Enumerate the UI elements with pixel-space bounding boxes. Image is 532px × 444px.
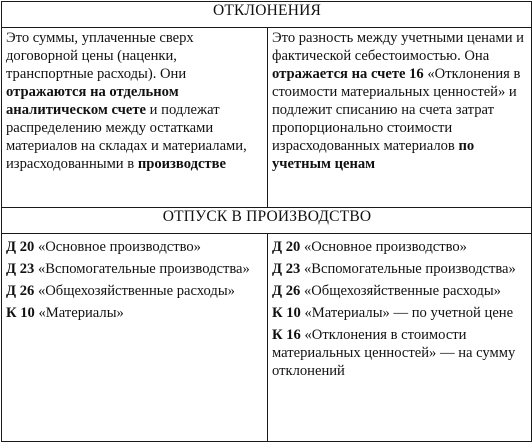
accounting-table <box>1 1 532 442</box>
journal-entry <box>6 282 264 300</box>
journal-entry <box>6 260 264 278</box>
account-name: «Вспомогательные производства» <box>300 261 516 277</box>
journal-entry <box>6 304 264 322</box>
account-code: К 10 <box>272 305 301 321</box>
journal-entry <box>272 260 528 278</box>
account-code: Д 26 <box>6 283 35 299</box>
account-code: Д 23 <box>6 261 35 277</box>
text-run: Это суммы, уплаченные сверх договорной цены (наценки, транспортные расходы). Они <box>6 30 194 82</box>
bold-run: производстве <box>137 156 226 172</box>
release-left-cell <box>2 234 268 442</box>
account-name: «Отклонения в стоимости материальных ценностей» — на сумму отклонений <box>272 327 516 379</box>
deviations-left-text <box>6 29 264 173</box>
bold-run: отражаются на отдельном аналитическом счете <box>6 84 179 118</box>
account-code: Д 20 <box>272 239 301 255</box>
bold-run: по учетным ценам <box>272 138 475 172</box>
journal-entry <box>272 326 528 380</box>
account-name: «Материалы» <box>34 305 124 321</box>
account-name: «Основное производство» <box>34 239 201 255</box>
deviations-left-cell <box>2 28 268 208</box>
release-right-cell <box>268 234 532 442</box>
account-code: Д 20 <box>6 239 35 255</box>
account-code: К 10 <box>6 305 35 321</box>
account-name: «Материалы» — по учетной цене <box>300 305 514 321</box>
journal-entry <box>272 238 528 256</box>
deviations-right-text <box>272 29 528 173</box>
account-name: «Основное производство» <box>300 239 467 255</box>
account-code: К 16 <box>272 327 301 343</box>
bold-run: отражается на счете 16 <box>272 66 424 82</box>
account-code: Д 23 <box>272 261 301 277</box>
account-code: Д 26 <box>272 283 301 299</box>
account-name: «Вспомогательные производства» <box>34 261 250 277</box>
account-name: «Общехозяйственные расходы» <box>300 283 501 299</box>
journal-entry <box>272 304 528 322</box>
journal-entry <box>6 238 264 256</box>
text-run: Это разность между учетными ценами и фактической себестоимостью. Она <box>272 30 524 64</box>
release-header: ОТПУСК В ПРОИЗВОДСТВО <box>2 208 532 234</box>
text-run: «Отклонения в стоимости материальных ценностей» и подлежит списанию на счета затрат пропорционально стоимости израсходованных материалов <box>272 66 521 154</box>
deviations-right-cell <box>268 28 532 208</box>
account-name: «Общехозяйственные расходы» <box>34 283 235 299</box>
journal-entry <box>272 282 528 300</box>
deviations-header: ОТКЛОНЕНИЯ <box>2 2 532 28</box>
text-run: и подлежат распределению между остатками материалов на складах и материалами, израсходованными в <box>6 102 247 172</box>
